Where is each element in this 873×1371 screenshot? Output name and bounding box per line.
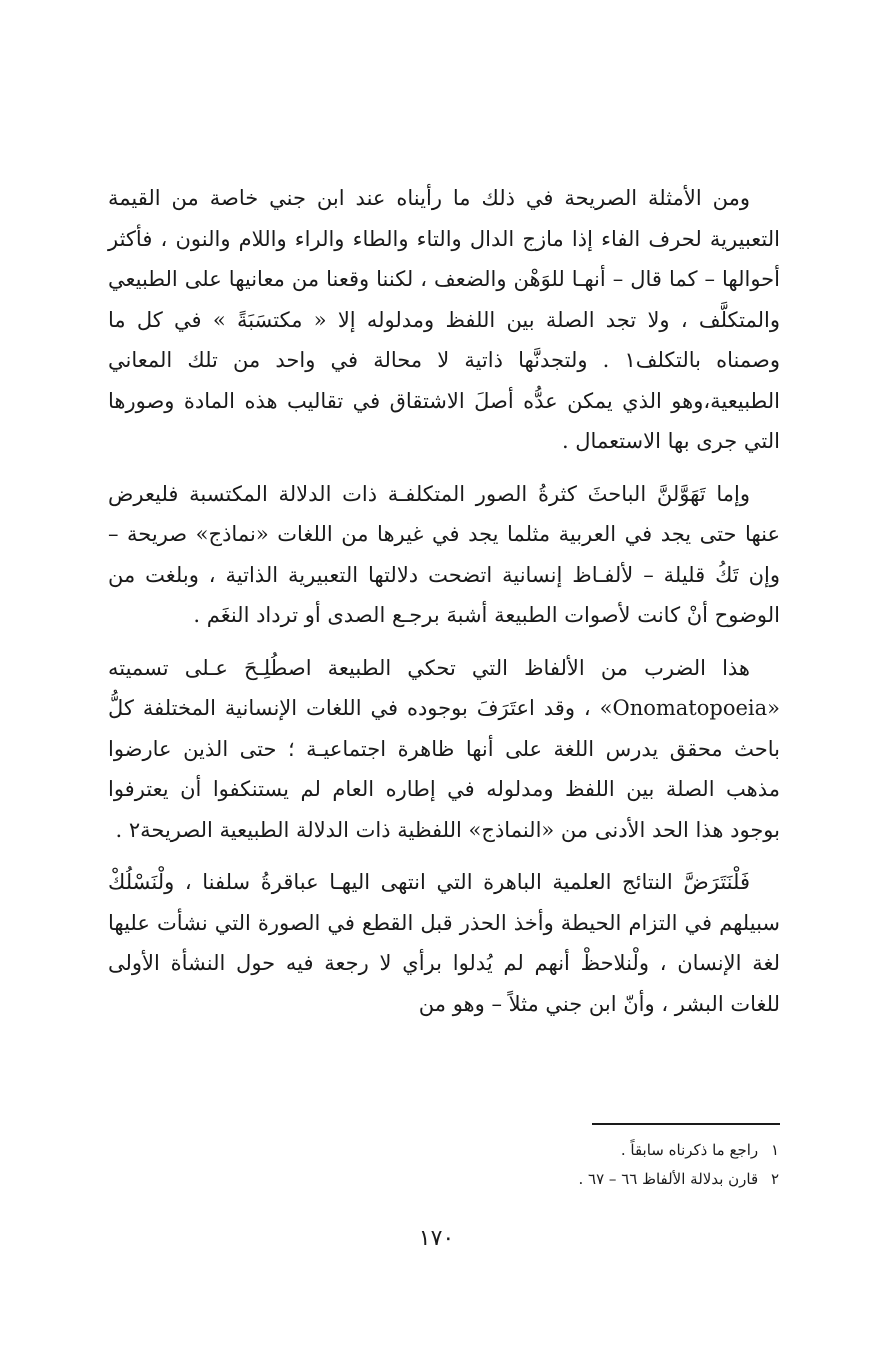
main-text — [108, 178, 780, 1036]
footnote-text: قارن بدلالة الألفاظ ٦٦ – ٦٧ . — [578, 1170, 759, 1188]
footnote-divider — [592, 1123, 780, 1125]
page-number: ١٧٠ — [418, 1226, 455, 1251]
paragraph-4: فَلْنَتَرَضَّ النتائج العلمية الباهرة التي انتهى اليهـا عباقرةُ سلفنا ، ولْنَسْلُكْ سبيلهم في التزام الحيطة وأخذ الحذر قبل القطع في الصورة التي نشأت عليها لغة الإنسان ، ولْنلاحظْ أنهم لم يُدلوا برأي لا رجعة فيه حول النشأة الأولى للغات البشر ، وأنّ ابن جني مثلاً – وهو من — [108, 870, 780, 1016]
paragraph-3: هذا الضرب من الألفاظ التي تحكي الطبيعة اصطُلِـحَ عـلى تسميته «Onomatopoeia» ، وقد اعتَرَفَ بوجوده في اللغات الإنسانية المختلفة كلُّ باحث محقق يدرس اللغة على أنها ظاهرة اجتماعيـة ؛ حتى الذين عارضوا مذهب الصلة بين اللفظ ومدلوله في إطاره العام لم يستنكفوا أن يعترفوا بوجود هذا الحد الأدنى من «النماذج» اللفظية ذات الدلالة الطبيعية الصريحة٢ . — [108, 655, 780, 842]
footnote-number: ٢ — [770, 1170, 779, 1188]
footnote-number: ١ — [770, 1141, 779, 1159]
paragraph-1: ومن الأمثلة الصريحة في ذلك ما رأيناه عند ابن جني خاصة من القيمة التعبيرية لحرف الفاء إذا مازج الدال والتاء والطاء والراء واللام والنون ، فأكثر أحوالها – كما قال – أنهـا للوَهْن والضعف ، لكننا وقعنا من معانيها على الطبيعي والمتكلَّف ، ولا تجد الصلة بين اللفظ ومدلوله إلا « مكتسَبَةً » في كل ما وصمناه بالتكلف١ . ولتجدنَّها ذاتية لا محالة في واحد من تلك المعاني الطبيعية،وهو الذي يمكن عدُّه أصلَ الاشتقاق في تقاليب هذه المادة وصورها التي جرى بها الاستعمال . — [108, 186, 780, 453]
footnote-1 — [107, 1136, 779, 1165]
footnotes — [107, 1136, 779, 1194]
footnote-2 — [107, 1165, 779, 1194]
footnote-text: راجع ما ذكرناه سابقاً . — [620, 1141, 759, 1159]
paragraph-2: وإما تَهَوَّلنَّ الباحثَ كثرةُ الصور المتكلفـة ذات الدلالة المكتسبة فليعرض عنها حتى يجد في العربية مثلما يجد في غيرها من اللغات «نماذج» صريحة – وإن تَكُ قليلة – لألفـاظ إنسانية اتضحت دلالتها التعبيرية الذاتية ، وبلغت من الوضوح أنْ كانت لأصوات الطبيعة أشبهَ برجـع الصدى أو ترداد النغَم . — [108, 481, 780, 627]
